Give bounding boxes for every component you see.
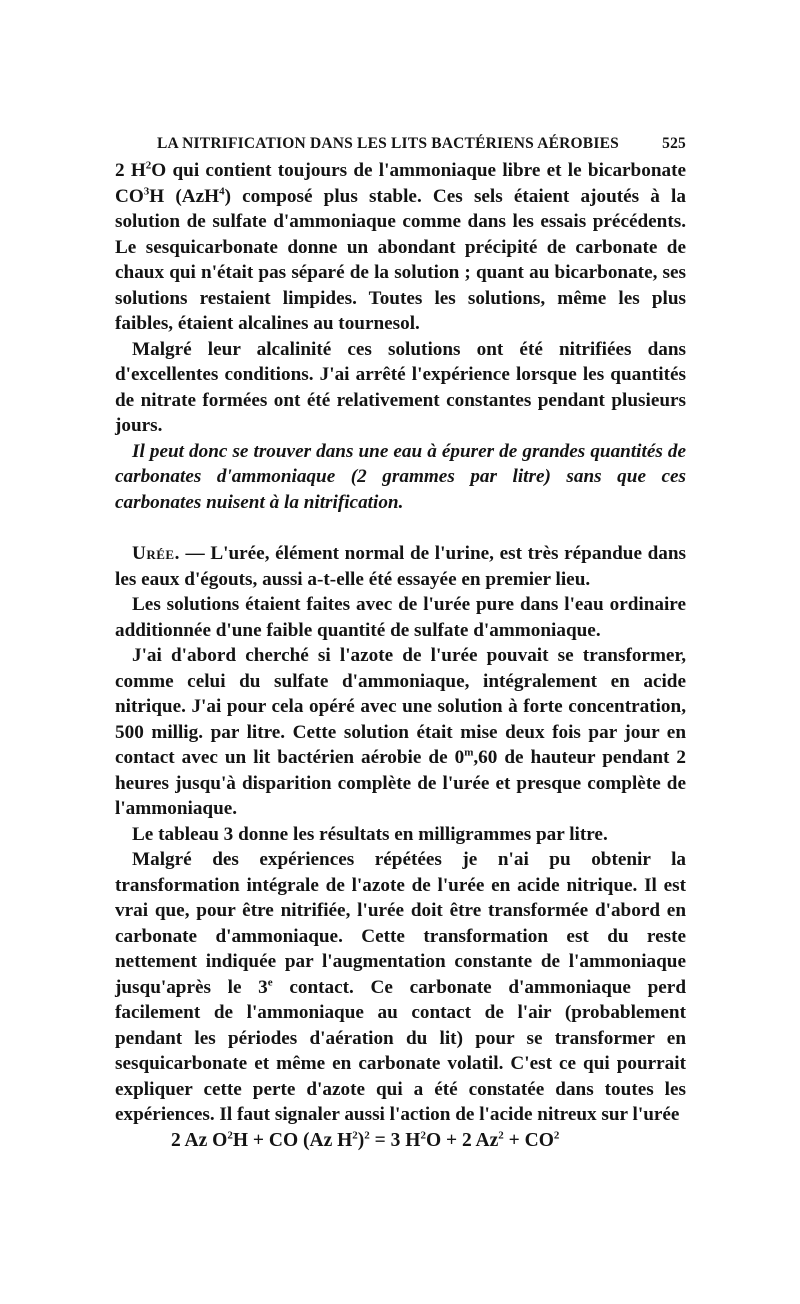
paragraph-solutions: Les solutions étaient faites avec de l'urée pure dans l'eau ordinaire additionnée d'une faible quantité de sulfate d'ammoniaque.	[115, 594, 686, 641]
paragraph-alcalinite: Malgré leur alcalinité ces solutions ont été nitrifiées dans d'excellentes conditions. J'ai arrêté l'expérience lorsque les quantités de nitrate formées ont été relativement constantes pendant plusieurs jours.	[115, 338, 686, 436]
section-gap	[115, 515, 686, 541]
paragraph-tableau: Le tableau 3 donne les résultats en milligrammes par litre.	[132, 823, 608, 845]
paragraph-carbonates: 2 $H^2O$ qui contient toujours de l'ammoniaque libre et le bicarbonate $CO^3H$ (AzH$^4$) composé plus stable. Ces sels étaient ajoutés à la solution de sulfate d'ammoniaque comme dans les essais précédents. Le sesquicarbonate donne un abondant précipité de carbonate de chaux qui n'était pas séparé de la solution ; quant au bicarbonate, ses solutions restaient limpides. Toutes les solutions, même les plus faibles, étaient alcalines au tournesol.	[115, 159, 686, 334]
chemical-equation: 2 Az $O^2H$ + CO (Az $H^2)^2 = 3$ $H^2O + 2$ $Az^2 + CO^2$	[171, 1129, 560, 1151]
page-number: 525	[662, 135, 686, 152]
book-page	[115, 130, 686, 1154]
paragraph-conclusion: Il peut donc se trouver dans une eau à épurer de grandes quantités de carbonates d'ammoniaque (2 grammes par litre) sans que ces carbonates nuisent à la nitrification.	[115, 440, 686, 513]
paragraph-experiences: Malgré des expériences répétées je n'ai pu obtenir la transformation intégrale de l'azote de l'urée en acide nitrique. Il est vrai que, pour être nitrifiée, l'urée doit être transformée d'abord en carbonate d'ammoniaque. Cette transformation est du reste nettement indiquée par l'augmentation constante de l'ammoniaque jusqu'après le 3e contact. Ce carbonate d'ammoniaque perd facilement de l'ammoniaque au contact de l'air (probablement pendant les périodes d'aération du lit) pour se transformer en sesquicarbonate et même en carbonate volatil. C'est ce qui pourrait expliquer cette perte d'azote qui a été constatée dans toutes les expériences. Il faut signaler aussi l'action de l'acide nitreux sur l'urée	[115, 849, 686, 1125]
paragraph-uree-intro: Urée. — L'urée, élément normal de l'urine, est très répandue dans les eaux d'égouts, aussi a-t-elle été essayée en premier lieu.	[115, 543, 686, 590]
running-header	[115, 130, 686, 158]
paragraph-azote: J'ai d'abord cherché si l'azote de l'urée pouvait se transformer, comme celui du sulfate d'ammoniaque, intégralement en acide nitrique. J'ai pour cela opéré avec une solution à forte concentration, 500 millig. par litre. Cette solution était mise deux fois par jour en contact avec un lit bactérien aérobie de 0$^m$,60 de hauteur pendant 2 heures jusqu'à disparition complète de l'urée et presque complète de l'ammoniaque.	[115, 645, 686, 819]
section-heading-uree: Urée.	[132, 543, 180, 564]
running-title: LA NITRIFICATION DANS LES LITS BACTÉRIENS AÉROBIES	[157, 135, 619, 152]
